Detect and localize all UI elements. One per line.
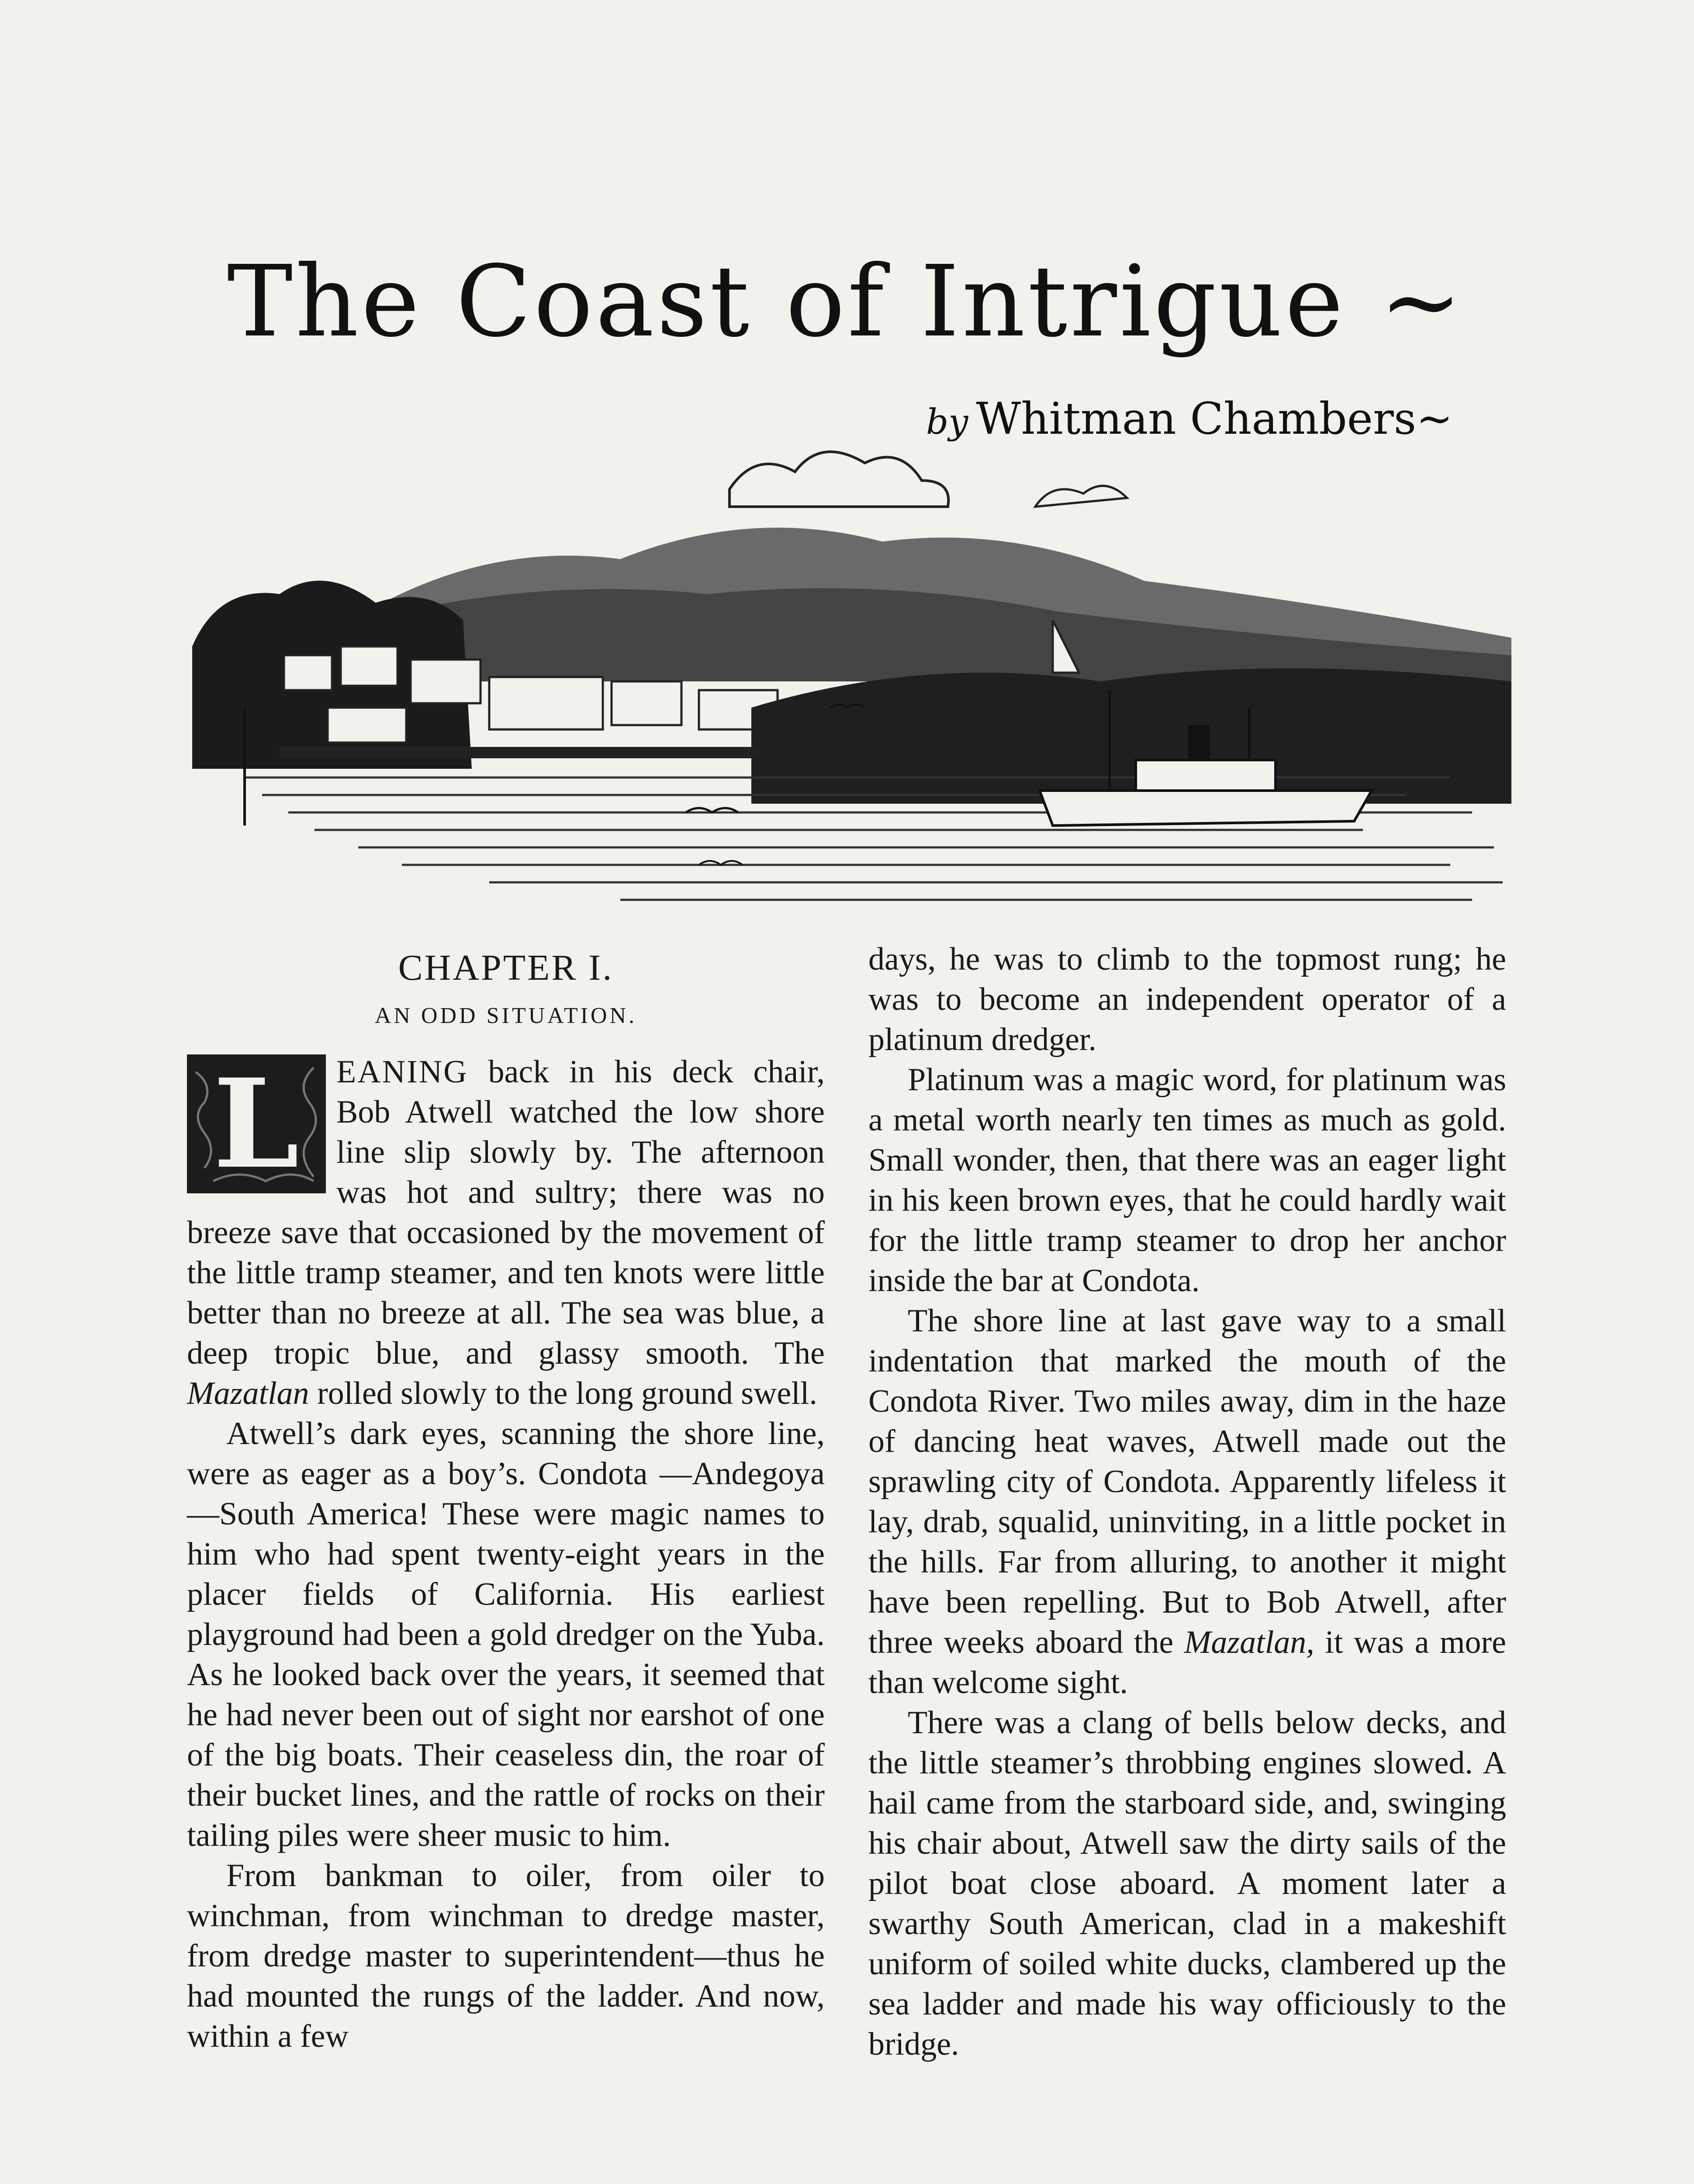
paragraph-text: it was a more than welcome sight. xyxy=(868,1624,1506,1700)
chapter-subtitle: AN ODD SITUATION. xyxy=(374,1003,637,1028)
ship-name: Mazatlan xyxy=(187,1375,309,1411)
paragraph: From bankman to oiler, from oiler to winchman, from winchman to dredge master, from dredge master to superintendent—thus he had mounted the rungs of the ladder. And now, within a few xyxy=(187,1858,825,2054)
paragraph xyxy=(187,1052,825,1413)
paragraph-text: rolled slowly to the long ground swell. xyxy=(309,1375,817,1411)
lead-in-caps: EANING xyxy=(336,1054,468,1090)
paragraph-text: The shore line at last gave way to a small indentation that marked the mouth of the Condota River. Two miles away, dim in the haze of dancing heat waves, Atwell made out the sprawling city of Condota. Apparently lifeless it lay, drab, squalid, uninviting, in a little pocket in the hills. Far from alluring, to another it might have been repelling. But to Bob Atwell, after three weeks aboard the xyxy=(868,1303,1506,1660)
ship-name: Mazatlan, xyxy=(1184,1624,1314,1660)
story-title: The Coast of Intrigue ~ xyxy=(227,245,1465,359)
drop-cap-ornament xyxy=(187,1052,326,1196)
byline-author: Whitman Chambers~ xyxy=(976,393,1453,444)
paragraph xyxy=(868,1301,1506,1703)
byline-by: by xyxy=(926,401,968,442)
paragraph: There was a clang of bells below decks, and the little steamer’s throbbing engines slowed. A hail came from the starboard side, and, swinging his chair about, Atwell saw the dirty sails of the pilot boat close aboard. A moment later a swarthy South American, clad in a makeshift uniform of soiled white ducks, clambered up the sea ladder and made his way officiously to the bridge. xyxy=(868,1705,1506,2062)
paragraph: days, he was to climb to the topmost rung; he was to become an independent operator of a platinum dredger. xyxy=(868,941,1506,1057)
paragraph-text: back in his deck chair, Bob Atwell watched the low shore line slip slowly by. The afternoon was hot and sultry; there was no breeze save that occasioned by the movement of the little tramp steamer, and ten knots were little better than no breeze at all. The sea was blue, a deep tropic blue, and glassy smooth. The xyxy=(187,1054,825,1371)
right-column xyxy=(868,939,1506,2064)
drop-cap-letter: L xyxy=(213,1052,299,1196)
harbor-illustration xyxy=(183,376,1511,917)
paragraph: Platinum was a magic word, for platinum was a metal worth nearly ten times as much as gold. Small wonder, then, that there was an eager light in his keen brown eyes, that he could hardly wait for the little tramp steamer to drop her anchor inside the bar at Condota. xyxy=(868,1062,1506,1299)
chapter-heading: CHAPTER I. xyxy=(398,947,614,988)
paragraph: Atwell’s dark eyes, scanning the shore line, were as eager as a boy’s. Condota —Andegoya—South America! These were magic names to him who had spent twenty-eight years in the placer fields of California. His earliest playground had been a gold dredger on the Yuba. As he looked back over the years, it seemed that he had never been out of sight nor earshot of one of the big boats. Their ceaseless din, the roar of their bucket lines, and the rattle of rocks on their tailing piles were sheer music to him. xyxy=(187,1416,825,1853)
left-column xyxy=(187,939,825,2056)
